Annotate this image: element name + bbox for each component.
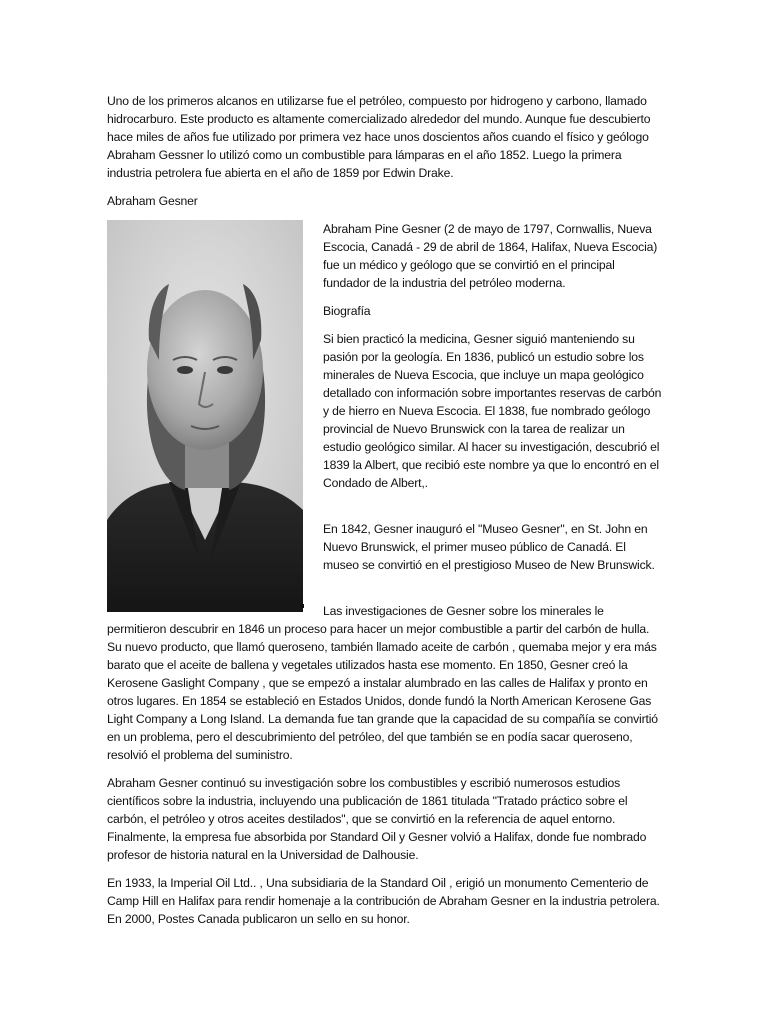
bio-intro-paragraph: Abraham Pine Gesner (2 de mayo de 1797, Cornwallis, Nueva Escocia, Canadá - 29 de abril de 1864, Halifax, Nueva Escocia) fue un médico y geólogo que se convirtió en el principal fundador de la industria del petróleo moderna.	[323, 222, 658, 290]
portrait-container	[107, 220, 313, 616]
document-body	[107, 92, 663, 938]
biography-subheading: Biografía	[323, 304, 371, 318]
biography-paragraph-5: En 1933, la Imperial Oil Ltd.. , Una subsidiaria de la Standard Oil , erigió un monumento Cementerio de Camp Hill en Halifax para rendir homenaje a la contribución de Abraham Gesner en la industria petrolera. En 2000, Postes Canada publicaron un sello en su honor.	[107, 876, 660, 926]
intro-paragraph: Uno de los primeros alcanos en utilizarse fue el petróleo, compuesto por hidrogeno y carbono, llamado hidrocarburo. Este producto es altamente comercializado alrededor del mundo. Aunque fue descubierto hace miles de años fue utilizado por primera vez hace unos doscientos años cuando el físico y geólogo Abraham Gessner lo utilizó como un combustible para lámparas en el año 1852. Luego la primera industria petrolera fue abierta en el año de 1859 por Edwin Drake.	[107, 94, 651, 180]
biography-paragraph-4: Abraham Gesner continuó su investigación sobre los combustibles y escribió numerosos estudios científicos sobre la industria, incluyendo una publicación de 1861 titulada "Tratado práctico sobre el carbón, el petróleo y otros aceites destilados", que se convirtió en la referencia de aquel entorno. Finalmente, la empresa fue absorbida por Standard Oil y Gesner volvió a Halifax, donde fue nombrado profesor de historia natural en la Universidad de Dalhousie.	[107, 776, 647, 862]
portrait-illustration	[107, 220, 303, 612]
biography-paragraph-3: Las investigaciones de Gesner sobre los minerales le permitieron descubrir en 1846 un proceso para hacer un mejor combustible a partir del carbón de hulla. Su nuevo producto, que llamó queroseno, también llamado aceite de carbón , quemaba mejor y era más barato que el aceite de ballena y vegetales utilizados hasta ese momento. En 1850, Gesner creó la Kerosene Gaslight Company , que se empezó a instalar alumbrado en las calles de Halifax y pronto en otros lugares. En 1854 se estableció en Estados Unidos, donde fundó la North American Kerosene Gas Light Company a Long Island. La demanda fue tan grande que la capacidad de su compañía se convirtió en un problema, pero el descubrimiento del petróleo, del que también se en podía sacar queroseno, resolvió el problema del suministro.	[107, 604, 658, 762]
biography-paragraph-1: Si bien practicó la medicina, Gesner siguió manteniendo su pasión por la geología. En 1836, publicó un estudio sobre los minerales de Nueva Escocia, que incluye un mapa geológico detallado con información sobre importantes reservas de carbón y de hierro en Nueva Escocia. El 1838, fue nombrado geólogo provincial de Nuevo Brunswick con la tarea de realizar un estudio geológico similar. Al hacer su investigación, descubrió el 1839 la Albert, que recibió este nombre ya que lo encontró en el Condado de Albert,.	[323, 332, 662, 490]
portrait-photo	[107, 220, 303, 612]
bullet-mark	[300, 604, 304, 608]
section-heading: Abraham Gesner	[107, 194, 198, 208]
biography-paragraph-2: En 1842, Gesner inauguró el "Museo Gesner", en St. John en Nuevo Brunswick, el primer museo público de Canadá. El museo se convirtió en el prestigioso Museo de New Brunswick.	[323, 522, 655, 572]
